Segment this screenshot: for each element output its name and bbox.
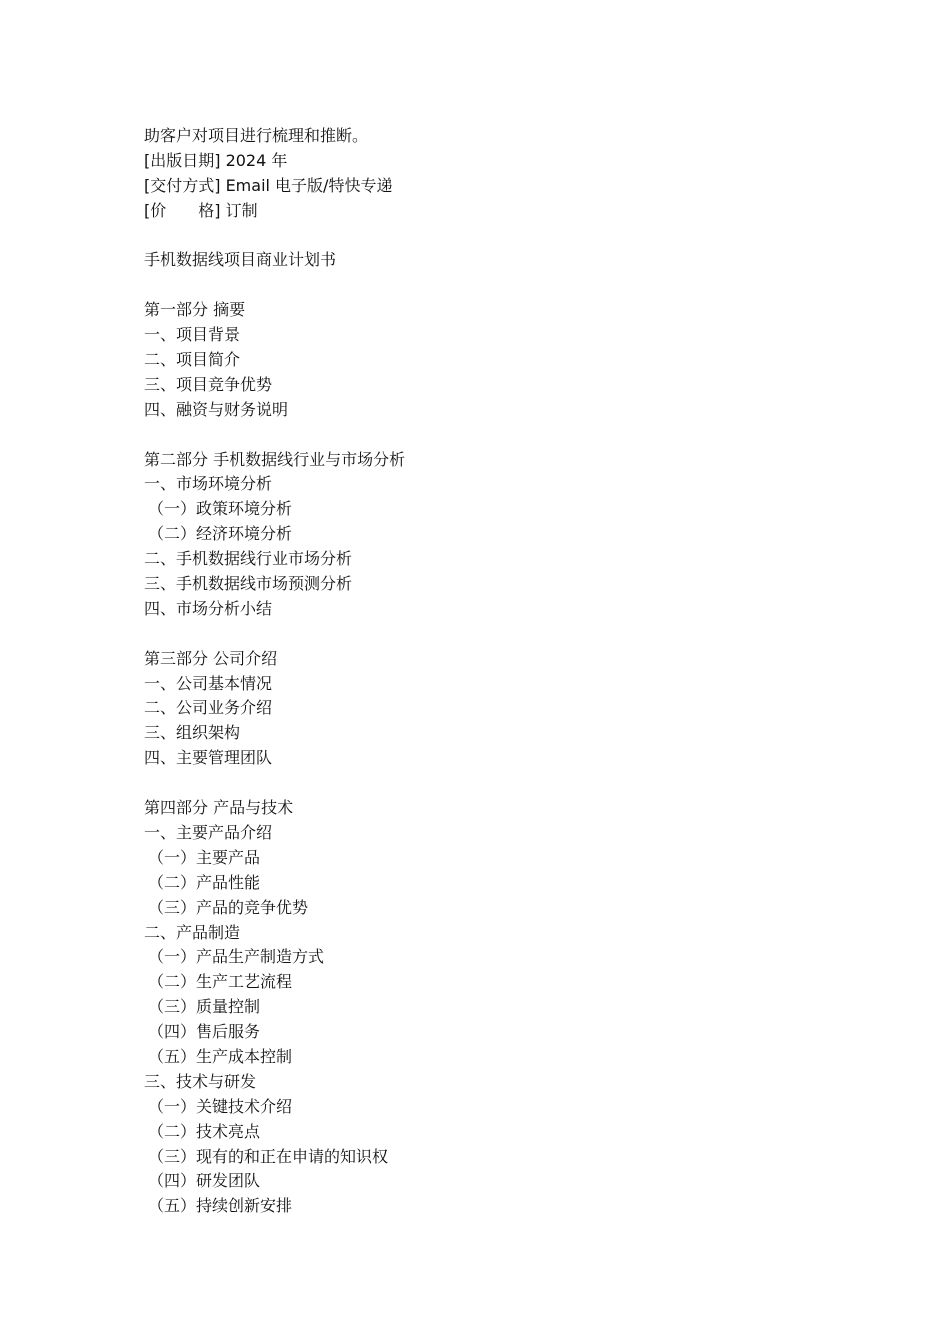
section-heading: 第四部分 产品与技术 [144,798,294,818]
toc-item: 一、市场环境分析 [144,474,273,494]
toc-item: 三、技术与研发 [144,1071,257,1091]
toc-item: 二、产品制造 [144,922,241,942]
toc-item: 三、组织架构 [144,723,241,743]
delivery-method: [交付方式] Email 电子版/特快专递 [144,175,393,195]
section-heading: 第二部分 手机数据线行业与市场分析 [144,449,406,469]
toc-subitem: （三）质量控制 [148,997,261,1017]
toc-item: 二、公司业务介绍 [144,698,273,718]
toc-item: 一、项目背景 [144,325,241,345]
toc-subitem: （一）关键技术介绍 [148,1096,293,1116]
toc-item: 四、融资与财务说明 [144,399,289,419]
spacer [144,622,844,647]
toc-subitem: （一）产品生产制造方式 [148,947,325,967]
toc-subitem: （四）研发团队 [148,1171,261,1191]
publish-date: [出版日期] 2024 年 [144,150,288,170]
document-title: 手机数据线项目商业计划书 [144,250,337,270]
toc-subitem: （四）售后服务 [148,1022,261,1042]
price: [价 格] 订制 [144,200,258,220]
toc-subitem: （二）经济环境分析 [148,524,293,544]
toc-subitem: （一）政策环境分析 [148,499,293,519]
table-of-contents [144,298,844,1219]
toc-subitem: （三）现有的和正在申请的知识权 [148,1146,389,1166]
spacer [144,423,844,448]
spacer [144,771,844,796]
spacer [144,224,844,249]
document-page [144,124,844,1219]
toc-item: 三、项目竞争优势 [144,374,273,394]
toc-subitem: （二）技术亮点 [148,1121,261,1141]
toc-item: 一、公司基本情况 [144,673,273,693]
toc-subitem: （二）生产工艺流程 [148,972,293,992]
section-heading: 第三部分 公司介绍 [144,648,278,668]
toc-subitem: （五）生产成本控制 [148,1046,293,1066]
toc-item: 二、手机数据线行业市场分析 [144,549,353,569]
toc-subitem: （二）产品性能 [148,872,261,892]
toc-subitem: （一）主要产品 [148,847,261,867]
toc-item: 一、主要产品介绍 [144,822,273,842]
toc-item: 四、主要管理团队 [144,748,273,768]
section-heading: 第一部分 摘要 [144,300,246,320]
toc-item: 三、手机数据线市场预测分析 [144,574,353,594]
toc-subitem: （五）持续创新安排 [148,1196,293,1216]
intro-text: 助客户对项目进行梳理和推断。 [144,126,369,145]
toc-subitem: （三）产品的竞争优势 [148,897,309,917]
spacer [144,273,844,298]
toc-item: 四、市场分析小结 [144,598,273,618]
toc-item: 二、项目简介 [144,350,241,370]
